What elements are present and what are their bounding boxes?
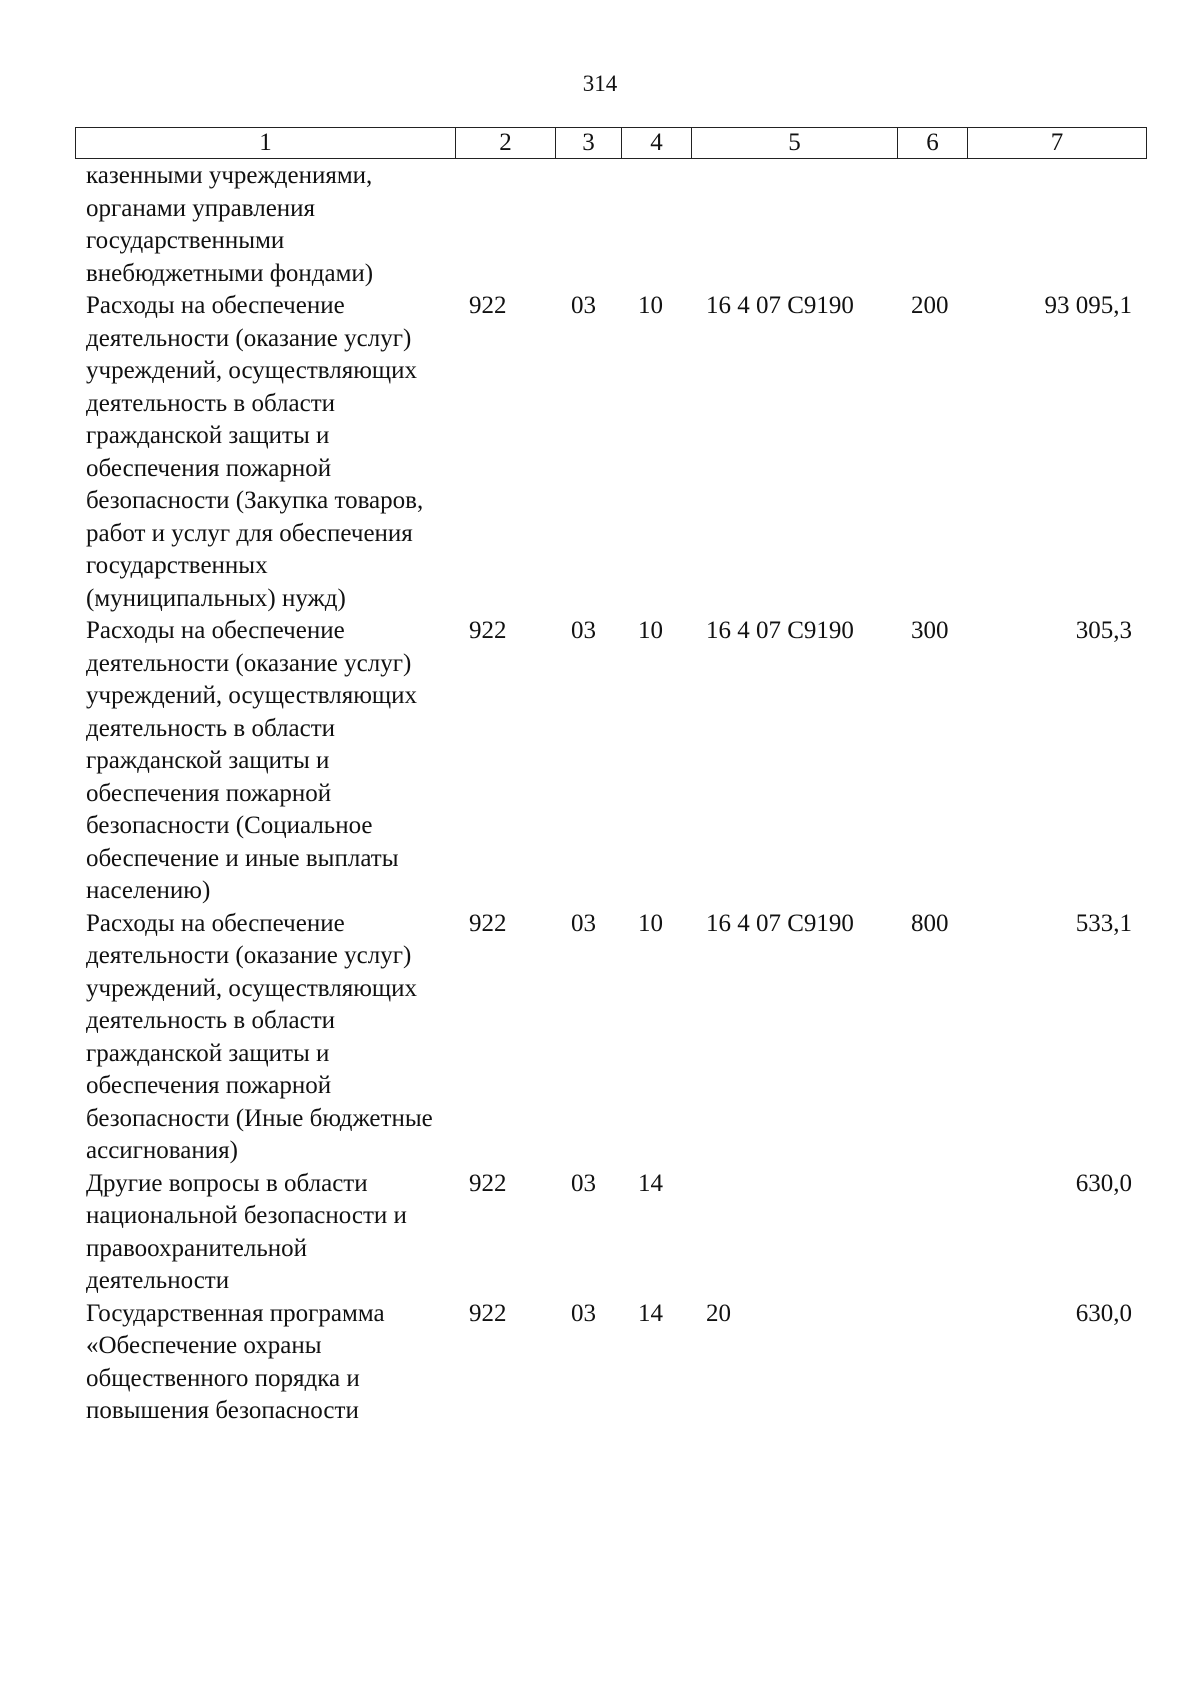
header-col-3: 3: [556, 128, 622, 159]
row-col-5: 16 4 07 С9190: [706, 909, 854, 937]
header-col-1: 1: [76, 128, 456, 159]
row-col-3: 03: [571, 617, 596, 644]
table-row: [86, 1298, 1146, 1428]
row-col-4: 10: [638, 909, 663, 937]
row-col-3: 03: [571, 1169, 596, 1197]
row-col-6: 300: [911, 617, 949, 644]
table-row: [86, 160, 1146, 290]
row-col-4: 14: [638, 1299, 663, 1327]
row-col-2: 922: [469, 909, 507, 937]
table-row: [86, 290, 1146, 615]
row-col-7: 93 095,1: [1044, 292, 1132, 319]
row-description: казенными учреждениями, органами управления государственными внебюджетными фондами): [86, 162, 374, 287]
row-description: Государственная программа «Обеспечение охраны общественного порядка и повышения безопасности: [86, 1299, 385, 1424]
row-col-4: 10: [638, 292, 663, 319]
row-col-3: 03: [571, 292, 596, 319]
table-body: [86, 160, 1146, 1428]
header-col-5: 5: [692, 128, 898, 159]
row-col-7: 630,0: [1075, 1299, 1132, 1327]
table-row: [86, 1168, 1146, 1298]
row-col-6: 800: [911, 909, 949, 937]
table-row: [86, 615, 1146, 908]
row-col-7: 630,0: [1075, 1169, 1132, 1197]
row-col-2: 922: [469, 1169, 507, 1197]
table-header: [75, 127, 1147, 159]
header-col-4: 4: [622, 128, 692, 159]
row-col-3: 03: [571, 1299, 596, 1327]
row-col-7: 533,1: [1075, 909, 1132, 937]
header-col-6: 6: [898, 128, 968, 159]
row-description: Расходы на обеспечение деятельности (оказание услуг) учреждений, осуществляющих деятельность в области гражданской защиты и обеспечения пожарной безопасности (Социальное обеспечение и иные выплаты населению): [86, 617, 418, 904]
row-col-4: 14: [638, 1169, 663, 1197]
row-col-7: 305,3: [1075, 617, 1132, 644]
row-description: Другие вопросы в области национальной безопасности и правоохранительной деятельности: [86, 1169, 407, 1294]
row-col-5: 16 4 07 С9190: [706, 292, 854, 319]
row-col-2: 922: [469, 617, 507, 644]
table-row: [86, 908, 1146, 1168]
row-col-4: 10: [638, 617, 663, 644]
header-col-7: 7: [968, 128, 1147, 159]
row-col-2: 922: [469, 1299, 507, 1327]
row-col-2: 922: [469, 292, 507, 319]
header-col-2: 2: [456, 128, 556, 159]
row-col-3: 03: [571, 909, 596, 937]
row-col-5: 16 4 07 С9190: [706, 617, 854, 644]
row-description: Расходы на обеспечение деятельности (оказание услуг) учреждений, осуществляющих деятельность в области гражданской защиты и обеспечения пожарной безопасности (Закупка товаров, работ и услуг для обеспечения государственных (муниципальных) нужд): [86, 292, 424, 612]
row-col-6: 200: [911, 292, 949, 319]
row-col-5: 20: [706, 1299, 731, 1327]
page-number: 314: [582, 71, 618, 96]
row-description: Расходы на обеспечение деятельности (оказание услуг) учреждений, осуществляющих деятельность в области гражданской защиты и обеспечения пожарной безопасности (Иные бюджетные ассигнования): [86, 909, 433, 1164]
